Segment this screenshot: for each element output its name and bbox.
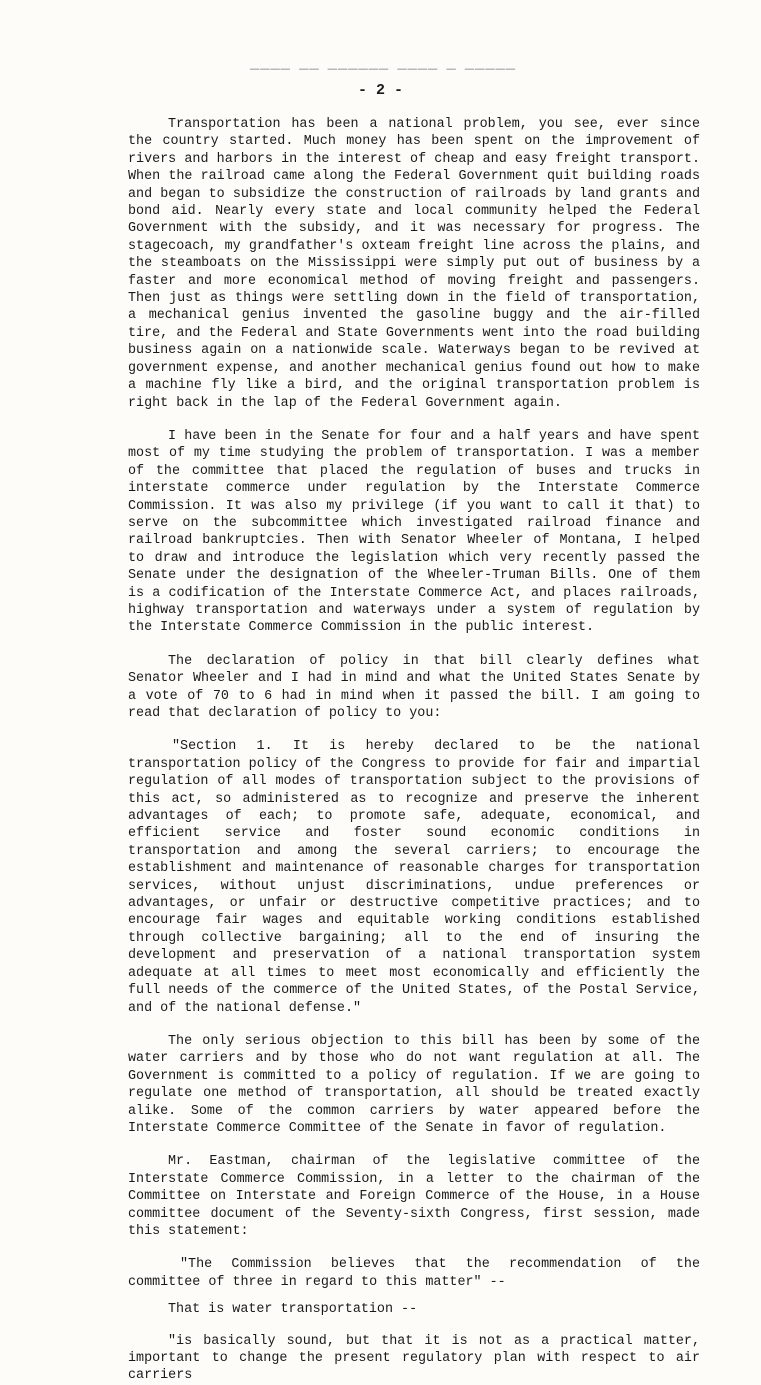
bleed-through-text: ▔▔▔▔ ▔▔ ▔▔▔▔▔▔ ▔▔▔▔ ▔ ▔▔▔▔▔ <box>250 55 517 69</box>
paragraph-transportation-history: Transportation has been a national problem, you see, ever since the country started. Much money has been spent on the improvement of rivers and harbors in the interest of cheap and easy freight transport. When the railroad came along the Federal Government quit building roads and began to subsidize the construction of railroads by land grants and bond aid. Nearly every state and local community helped the Federal Government with the subsidy, and it was necessary for progress. The stagecoach, my grandfather's oxteam freight line across the plains, and the steamboats on the Mississippi were simply put out of business by a faster and more economical method of moving freight and passengers. Then just as things were settling down in the field of transportation, a mechanical genius invented the gasoline buggy and the air-filled tire, and the Federal and State Governments went into the road building business again on a nationwide scale. Waterways began to be revived at government expense, and another mechanical genius found out how to make a machine fly like a bird, and the original transportation problem is right back in the lap of the Federal Government again. <box>128 117 700 411</box>
paragraph-senate-experience: I have been in the Senate for four and a half years and have spent most of my time studying the problem of transportation. I was a member of the committee that placed the regulation of buses and trucks in interstate commerce under regulation by the Interstate Commerce Commission. It was also my privilege (if you want to call it that) to serve on the subcommittee which investigated railroad finance and railroad bankruptcies. Then with Senator Wheeler of Montana, I helped to draw and introduce the legislation which very recently passed the Senate under the designation of the Wheeler-Truman Bills. One of them is a codification of the Interstate Commerce Act, and places railroads, highway transportation and waterways under a system of regulation by the Interstate Commerce Commission in the public interest. <box>128 428 700 636</box>
paragraph-basically-sound: "is basically sound, but that it is not as a practical matter, important to change the present regulatory plan with respect to air carriers <box>128 1333 700 1384</box>
paragraph-section-1-quote: "Section 1. It is hereby declared to be the national transportation policy of the Congress to provide for fair and impartial regulation of all modes of transportation subject to the provisions of this act, so administered as to recognize and preserve the inherent advantages of each; to promote safe, adequate, economical, and efficient service and foster sound economic conditions in transportation and among the several carriers; to encourage the establishment and maintenance of reasonable charges for transportation services, without unjust discriminations, undue preferences or advantages, or unfair or destructive competitive practices; and to encourage fair wages and equitable working conditions established through collective bargaining; all to the end of insuring the development and preservation of a national transportation system adequate at all times to meet most economically and efficiently the full needs of the commerce of the United States, of the Postal Service, and of the national defense." <box>128 739 700 1016</box>
paragraph-commission-quote: "The Commission believes that the recommendation of the committee of three in regard to this matter" -- <box>128 1257 700 1290</box>
body-text <box>128 116 700 1385</box>
paragraph-declaration-intro: The declaration of policy in that bill clearly defines what Senator Wheeler and I had in mind and what the United States Senate by a vote of 70 to 6 had in mind when it passed the bill. I am going to read that declaration of policy to you: <box>128 653 700 721</box>
page-number: - 2 - <box>357 82 403 99</box>
paragraph-objection: The only serious objection to this bill has been by some of the water carriers and by those who do not want regulation at all. The Government is committed to a policy of regulation. If we are going to regulate one method of transportation, all should be treated exactly alike. Some of the common carriers by water appeared before the Interstate Commerce Committee of the Senate in favor of regulation. <box>128 1033 700 1136</box>
paragraph-water-aside: That is water transportation -- <box>168 1302 418 1318</box>
paragraph-eastman: Mr. Eastman, chairman of the legislative committee of the Interstate Commerce Commission, in a letter to the chairman of the Committee on Interstate and Foreign Commerce of the House, in a House committee document of the Seventy-sixth Congress, first session, made this statement: <box>128 1154 700 1239</box>
